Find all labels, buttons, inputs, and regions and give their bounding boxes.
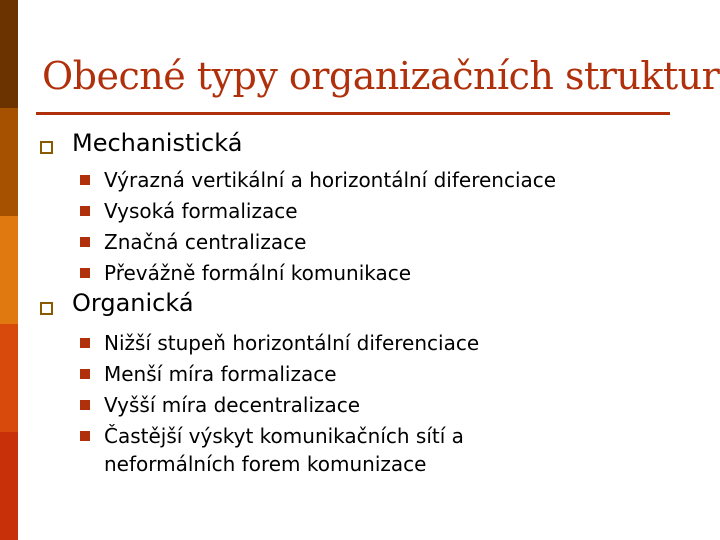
list-item: Značná centralizace [104,230,307,254]
decorative-sidebar [0,0,18,540]
square-bullet-icon [40,302,53,315]
title-underline [36,112,670,115]
list-item: Převážně formální komunikace [104,261,412,285]
sidebar-segment [0,432,18,540]
list-item: Nižší stupeň horizontální diferenciace [104,331,480,355]
sidebar-segment [0,108,18,216]
list-item: Vyšší míra decentralizace [104,393,361,417]
list-item: Vysoká formalizace [104,199,298,223]
sidebar-segment [0,216,18,324]
section-heading-organic: Organická [72,289,194,317]
list-item: Častější výskyt komunikačních sítí a [104,424,464,448]
square-bullet-icon [80,431,90,441]
square-bullet-icon [80,400,90,410]
square-bullet-icon [80,237,90,247]
sidebar-segment [0,0,18,108]
slide-title: Obecné typy organizačních struktur [42,54,720,98]
square-bullet-icon [80,338,90,348]
square-bullet-icon [80,369,90,379]
square-bullet-icon [80,175,90,185]
sidebar-segment [0,324,18,432]
square-bullet-icon [80,268,90,278]
list-item: Menší míra formalizace [104,362,337,386]
list-item: Výrazná vertikální a horizontální diferenciace [104,168,557,192]
section-heading-mechanistic: Mechanistická [72,129,243,157]
square-bullet-icon [80,206,90,216]
square-bullet-icon [40,141,53,154]
list-item-continuation: neformálních forem komunizace [104,452,427,476]
